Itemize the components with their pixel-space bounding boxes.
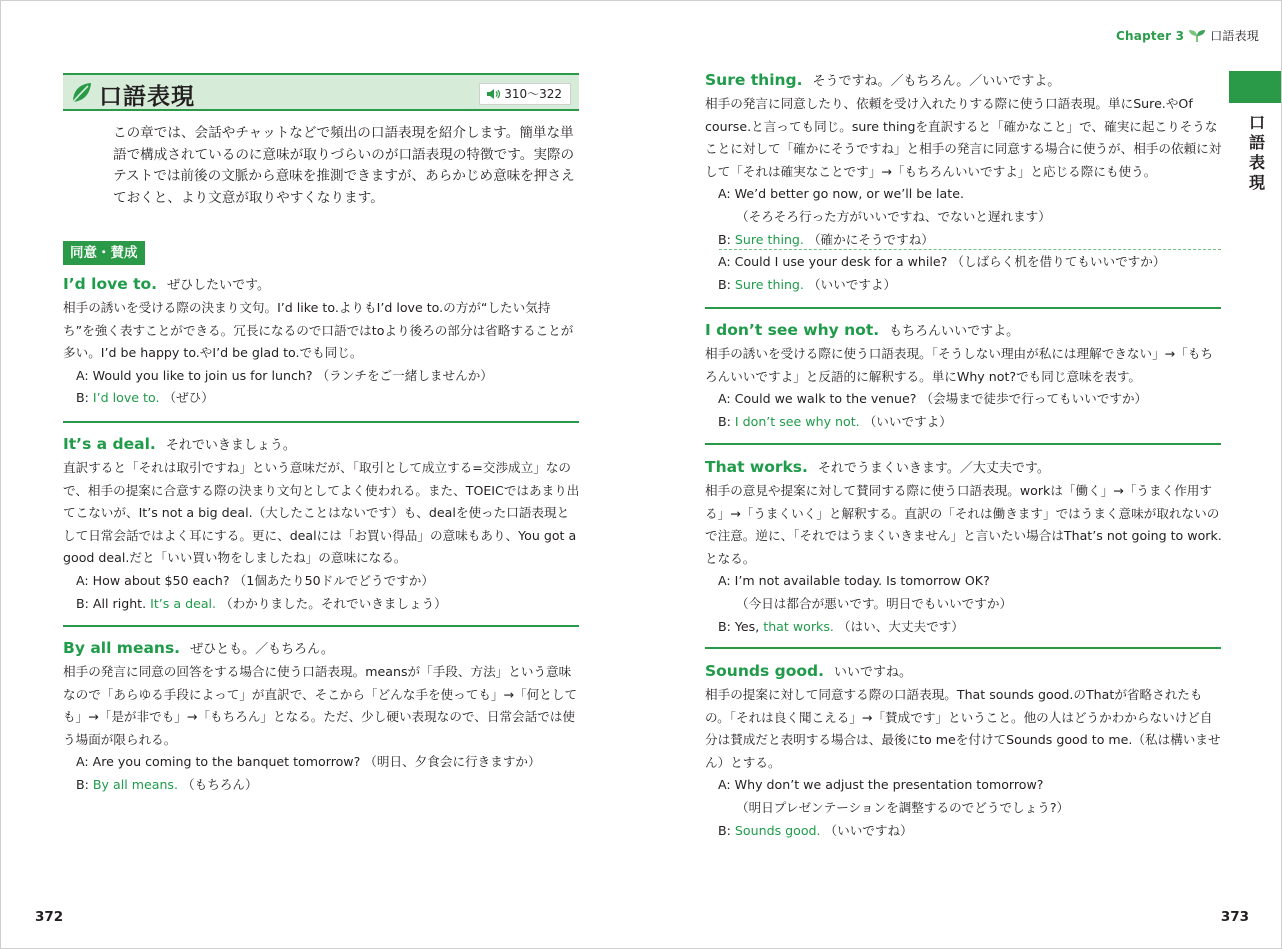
entry-meaning: ぜひしたいです。 xyxy=(167,278,271,293)
entry-explanation: 相手の誘いを受ける際の決まり文句。I’d like to.よりもI’d love to.の方が“したい気持ち”を強く表すことができる。冗長になるので口語ではtoより後ろの部分は省略することが多い。I’d be happy to.やI’d be glad to.でも同じ。 xyxy=(63,300,574,361)
entry-explanation: 相手の発言に同意したり、依頼を受け入れたりする際に使う口語表現。単にSure.やOf course.と言っても同じ。sure thingを直訳すると「確かなこと」で、確実に起こりそうなことに対して「確かにそうですね」と相手の発言に同意する場合に使うが、相手の依頼に対して「それは確実なことです」→「もちろんいいですよ」と応じる際にも使う。 xyxy=(705,96,1222,179)
dialog-line: B: By all means. （もちろん） xyxy=(76,776,258,792)
category-label: 同意・賛成 xyxy=(63,241,145,265)
entry-meaning: それでうまくいきます。／大丈夫です。 xyxy=(817,461,1050,476)
side-tab-label: 口語表現 xyxy=(1248,113,1265,192)
entry-explanation: 相手の提案に対して同意する際の口語表現。That sounds good.のThatが省略されたもの。「それは良く聞こえる」→「賛成です」ということ。他の人はどうかわからないけど自分は賛成だと表明する場合は、最後にto meを付けてSounds good to me.（私は構いません）とする。 xyxy=(705,687,1221,770)
dialog-line: A: I’m not available today. Is tomorrow OK? （今日は都合が悪いです。明日でもいいですか） xyxy=(718,573,1013,611)
divider xyxy=(63,625,579,627)
divider xyxy=(705,443,1221,445)
entry-explanation: 相手の意見や提案に対して賛同する際に使う口語表現。workは「働く」→「うまく作用する」→「うまくいく」と解釈する。直訳の「それは働きます」ではうまく意味が取れないので注意。逆に、「それではうまくいきません」と言いたい場合はThat’s not going to work.となる。 xyxy=(705,483,1222,566)
dialog-line: B: I don’t see why not. （いいですよ） xyxy=(718,413,952,429)
audio-range: 310～322 xyxy=(504,87,562,101)
entry-phrase: By all means. xyxy=(63,639,181,657)
divider xyxy=(705,647,1221,649)
entry-explanation: 相手の誘いを受ける際に使う口語表現。「そうしない理由が私には理解できない」→「もちろんいいですよ」と反語的に解釈する。単にWhy not?でも同じ意味を表す。 xyxy=(705,346,1214,384)
section-title-box xyxy=(63,73,579,111)
chapter-label: Chapter 3 xyxy=(1116,28,1185,43)
dialog-line: B: Sure thing. （いいですよ） xyxy=(718,276,897,292)
entry-phrase: It’s a deal. xyxy=(63,435,156,453)
dialog-line: A: How about $50 each? （1個あたり50ドルでどうですか） xyxy=(76,572,434,588)
entry-sounds-good xyxy=(705,660,1223,842)
entry-sure-thing xyxy=(705,69,1223,296)
entry-phrase: I’d love to. xyxy=(63,275,158,293)
dialog-line: B: I’d love to. （ぜひ） xyxy=(76,390,214,406)
leaf-icon xyxy=(69,81,93,105)
chapter-title: 口語表現 xyxy=(1210,29,1259,43)
divider xyxy=(705,307,1221,309)
intro-paragraph: この章では、会話やチャットなどで頻出の口語表現を紹介します。簡単な単語で構成されているのに意味が取りづらいのが口語表現の特徴です。実際のテストでは前後の文脈から意味を推測できますが、あらかじめ意味を押さえておくと、より文意が取りやすくなります。 xyxy=(113,125,575,206)
entry-phrase: Sure thing. xyxy=(705,71,803,89)
dialog-line: B: Sure thing. （確かにそうですね） xyxy=(718,231,934,247)
dialog-line: A: Are you coming to the banquet tomorrow? （明日、夕食会に行きますか） xyxy=(76,754,541,770)
entry-id-love-to xyxy=(63,273,581,410)
side-tab xyxy=(1229,71,1281,103)
entry-meaning: ぜひとも。／もちろん。 xyxy=(190,642,334,657)
sprout-icon xyxy=(1188,29,1206,43)
entry-phrase: I don’t see why not. xyxy=(705,321,880,339)
entry-its-a-deal xyxy=(63,433,581,615)
dialog-line: A: Would you like to join us for lunch? （ランチをご一緒しませんか） xyxy=(76,367,493,383)
audio-track-badge[interactable] xyxy=(479,83,571,105)
divider xyxy=(63,421,579,423)
entry-that-works xyxy=(705,456,1223,638)
entry-meaning: そうですね。／もちろん。／いいですよ。 xyxy=(812,74,1061,89)
page-number-left: 372 xyxy=(35,909,64,925)
dialog-line: B: Sounds good. （いいですね） xyxy=(718,822,913,838)
dialog-line: A: We’d better go now, or we’ll be late. （そろそろ行った方がいいですね、でないと遅れます） xyxy=(718,186,1051,224)
dialog-separator xyxy=(719,249,1221,250)
entry-meaning: もちろんいいですよ。 xyxy=(889,324,1020,339)
chapter-header xyxy=(1116,27,1259,44)
entry-phrase: Sounds good. xyxy=(705,662,824,680)
dialog-line: B: All right. It’s a deal. （わかりました。それでいきましょう） xyxy=(76,595,447,611)
entry-phrase: That works. xyxy=(705,458,808,476)
dialog-line: B: Yes, that works. （はい、大丈夫です） xyxy=(718,618,964,634)
entry-explanation: 直訳すると「それは取引ですね」という意味だが、「取引として成立する=交渉成立」なので、相手の提案に合意する際の決まり文句としてよく使われる。また、TOEICではあまり出てこないが、It’s not a big deal.（大したことはないです）も、dealを使った口語表現として日常会話ではよく耳にする。更に、dealには「お買い得品」の意味もあり、You got a good deal.だと「いい買い物をしましたね」の意味になる。 xyxy=(63,460,580,566)
entry-explanation: 相手の発言に同意の回答をする場合に使う口語表現。meansが「手段、方法」という意味なので「あらゆる手段によって」が直訳で、そこから「どんな手を使っても」→「何としても」→「是が非でも」→「もちろん」となる。ただ、少し硬い表現なので、日常会話では使う場面が限られる。 xyxy=(63,664,578,747)
dialog-line: A: Why don’t we adjust the presentation tomorrow? （明日プレゼンテーションを調整するのでどうでしょう?） xyxy=(718,777,1070,815)
dialog-line: A: Could we walk to the venue? （会場まで徒歩で行ってもいいですか） xyxy=(718,391,1148,407)
entry-by-all-means xyxy=(63,637,581,797)
entry-meaning: いいですね。 xyxy=(833,665,912,680)
entry-meaning: それでいきましょう。 xyxy=(165,438,296,453)
page-number-right: 373 xyxy=(1220,909,1249,925)
dialog-line: A: Could I use your desk for a while? （しばらく机を借りてもいいですか） xyxy=(718,254,1166,270)
entry-i-dont-see-why-not xyxy=(705,319,1223,433)
speaker-icon xyxy=(486,88,500,100)
page-title: 口語表現 xyxy=(99,84,195,110)
